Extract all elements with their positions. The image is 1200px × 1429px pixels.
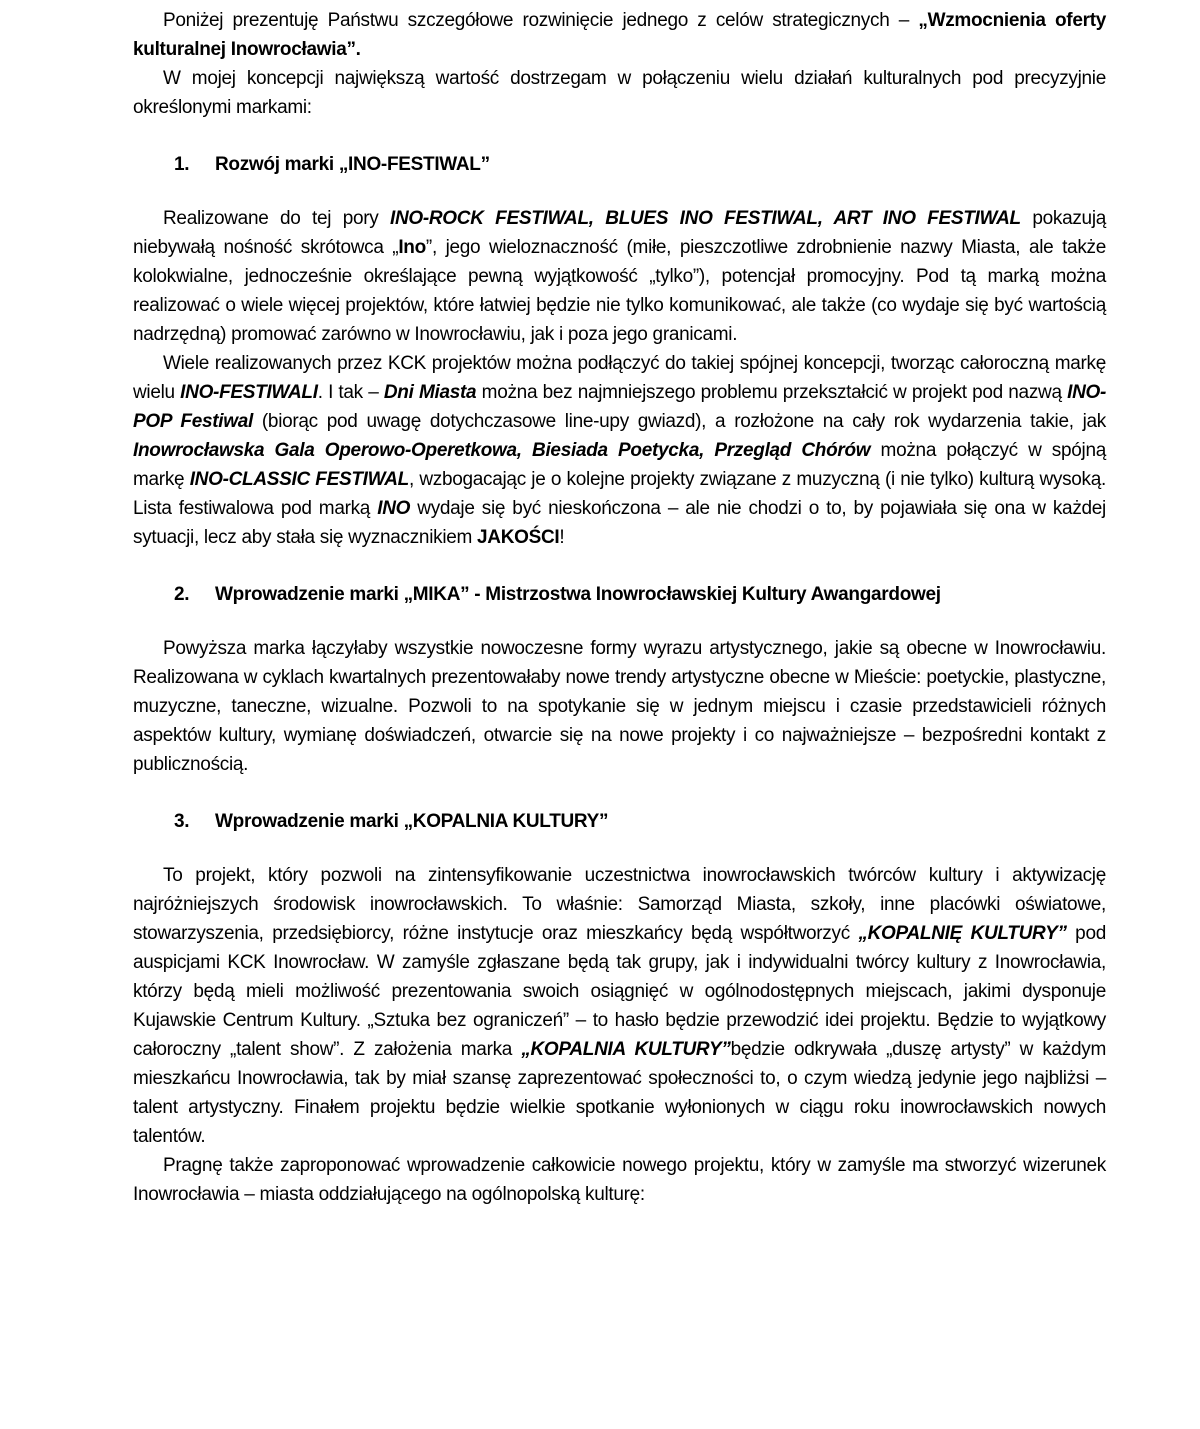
- text-run: Realizowane do tej pory: [163, 208, 390, 229]
- text-run: INO-FESTIWALI: [180, 382, 318, 403]
- paragraph: [133, 6, 1106, 64]
- text-run: Wprowadzenie marki „KOPALNIA KULTURY”: [215, 811, 609, 832]
- heading-number: 2.: [174, 584, 190, 605]
- text-run: To projekt, który pozwoli na zintensyfikowanie uczestnictwa inowrocławskich twórców kultury i aktywizację najróżniejszych środowisk inowrocławskich. To właśnie: Samorząd Miasta, szkoły, inne placówki oświatowe, stowarzyszenia, przedsiębiorcy, różne instytucje oraz mieszkańcy będą współtworzyć: [133, 865, 1106, 944]
- text-run: Wprowadzenie marki „MIKA” - Mistrzostwa Inowrocławskiej Kultury Awangardowej: [215, 584, 941, 605]
- text-run: Wiele realizowanych przez KCK projektów można podłączyć do takiej spójnej koncepcji, tworząc całoroczną markę wielu: [133, 353, 1106, 403]
- text-run: Rozwój marki „INO-FESTIWAL”: [215, 154, 490, 175]
- section-heading: [133, 580, 1106, 609]
- text-run: wydaje się być nieskończona – ale nie chodzi o to, by pojawiała się ona w każdej sytuacji, lecz aby stała się wyznacznikiem: [133, 498, 1106, 548]
- section-heading: [133, 150, 1106, 179]
- heading-number: 3.: [174, 811, 190, 832]
- text-run: Poniżej prezentuję Państwu szczegółowe rozwinięcie jednego z celów strategicznych –: [163, 10, 919, 31]
- text-run: Pragnę także zaproponować wprowadzenie całkowicie nowego projektu, który w zamyśle ma stworzyć wizerunek Inowrocławia – miasta oddziałującego na ogólnopolską kulturę:: [133, 1155, 1106, 1205]
- text-run: „KOPALNIĘ KULTURY”: [858, 923, 1067, 944]
- text-run: !: [559, 527, 565, 548]
- heading-number: 1.: [174, 154, 190, 175]
- text-run: JAKOŚCI: [477, 527, 560, 548]
- text-run: Dni Miasta: [383, 382, 477, 403]
- text-run: Ino: [398, 237, 426, 258]
- text-run: pokazują niebywałą nośność skrótowca „: [133, 208, 1107, 258]
- text-run: INO-ROCK FESTIWAL, BLUES INO FESTIWAL, ART INO FESTIWAL: [389, 208, 1021, 229]
- text-run: W mojej koncepcji największą wartość dostrzegam w połączeniu wielu działań kulturalnych pod precyzyjnie określonymi markami:: [133, 68, 1106, 118]
- paragraph: [133, 349, 1106, 552]
- text-run: . I tak –: [317, 382, 384, 403]
- text-run: , wzbogacając je o kolejne projekty związane z muzyczną (i nie tylko) kulturą wysoką. Lista festiwalowa pod marką: [133, 469, 1107, 519]
- text-run: Inowrocławska Gala Operowo-Operetkowa, Biesiada Poetycka, Przegląd Chórów: [133, 440, 871, 461]
- text-run: można bez najmniejszego problemu przekształcić w projekt pod nazwą: [476, 382, 1068, 403]
- paragraph: [133, 1151, 1106, 1209]
- paragraph: [133, 861, 1106, 1151]
- document-body: [133, 6, 1106, 1209]
- text-run: INO-POP Festiwal: [133, 382, 1106, 432]
- text-run: INO: [377, 498, 411, 519]
- paragraph: [133, 204, 1106, 349]
- text-run: pod auspicjami KCK Inowrocław. W zamyśle zgłaszane będą tak grupy, jak i indywidualni twórcy kultury z Inowrocławia, którzy będą mieli możliwość prezentowania swoich osiągnięć w ogólnodostępnych miejscach, jakimi dysponuje Kujawskie Centrum Kultury. „Sztuka bez ograniczeń” – to hasło będzie przewodzić idei projektu. Będzie to wyjątkowy całoroczny „talent show”. Z założenia marka: [133, 923, 1106, 1060]
- text-run: „KOPALNIA KULTURY”: [521, 1039, 731, 1060]
- text-run: ”, jego wieloznaczność (miłe, pieszczotliwe zdrobnienie nazwy Miasta, ale także kolokwialne, jednocześnie określające pewną wyjątkowość „tylko”), potencjał promocyjny. Pod tą marką można realizować o wiele więcej projektów, które łatwiej będzie nie tylko komunikować, ale także (co wydaje się być wartością nadrzędną) promować zarówno w Inowrocławiu, jak i poza jego granicami.: [133, 237, 1106, 345]
- text-run: Powyższa marka łączyłaby wszystkie nowoczesne formy wyrazu artystycznego, jakie są obecne w Inowrocławiu. Realizowana w cyklach kwartalnych prezentowałaby nowe trendy artystyczne obecne w Mieście: poetyckie, plastyczne, muzyczne, taneczne, wizualne. Pozwoli to na spotykanie się w jednym miejscu i czasie przedstawicieli różnych aspektów kultury, wymianę doświadczeń, otwarcie się na nowe projekty i co najważniejsze – bezpośredni kontakt z publicznością.: [133, 638, 1106, 775]
- text-run: będzie odkrywała „duszę artysty” w każdym mieszkańcu Inowrocławia, tak by miał szansę zaprezentować społeczności to, o czym wiedzą jedynie jego najbliżsi – talent artystyczny. Finałem projektu będzie wielkie spotkanie wyłonionych w ciągu roku inowrocławskich nowych talentów.: [133, 1039, 1106, 1147]
- paragraph: [133, 634, 1106, 779]
- paragraph: [133, 64, 1106, 122]
- section-heading: [133, 807, 1106, 836]
- text-run: można połączyć w spójną markę: [133, 440, 1106, 490]
- text-run: INO-CLASSIC FESTIWAL: [189, 469, 409, 490]
- text-run: (biorąc pod uwagę dotychczasowe line-upy gwiazd), a rozłożone na cały rok wydarzenia takie, jak: [253, 411, 1106, 432]
- text-run: „Wzmocnienia oferty kulturalnej Inowrocławia”.: [133, 10, 1106, 60]
